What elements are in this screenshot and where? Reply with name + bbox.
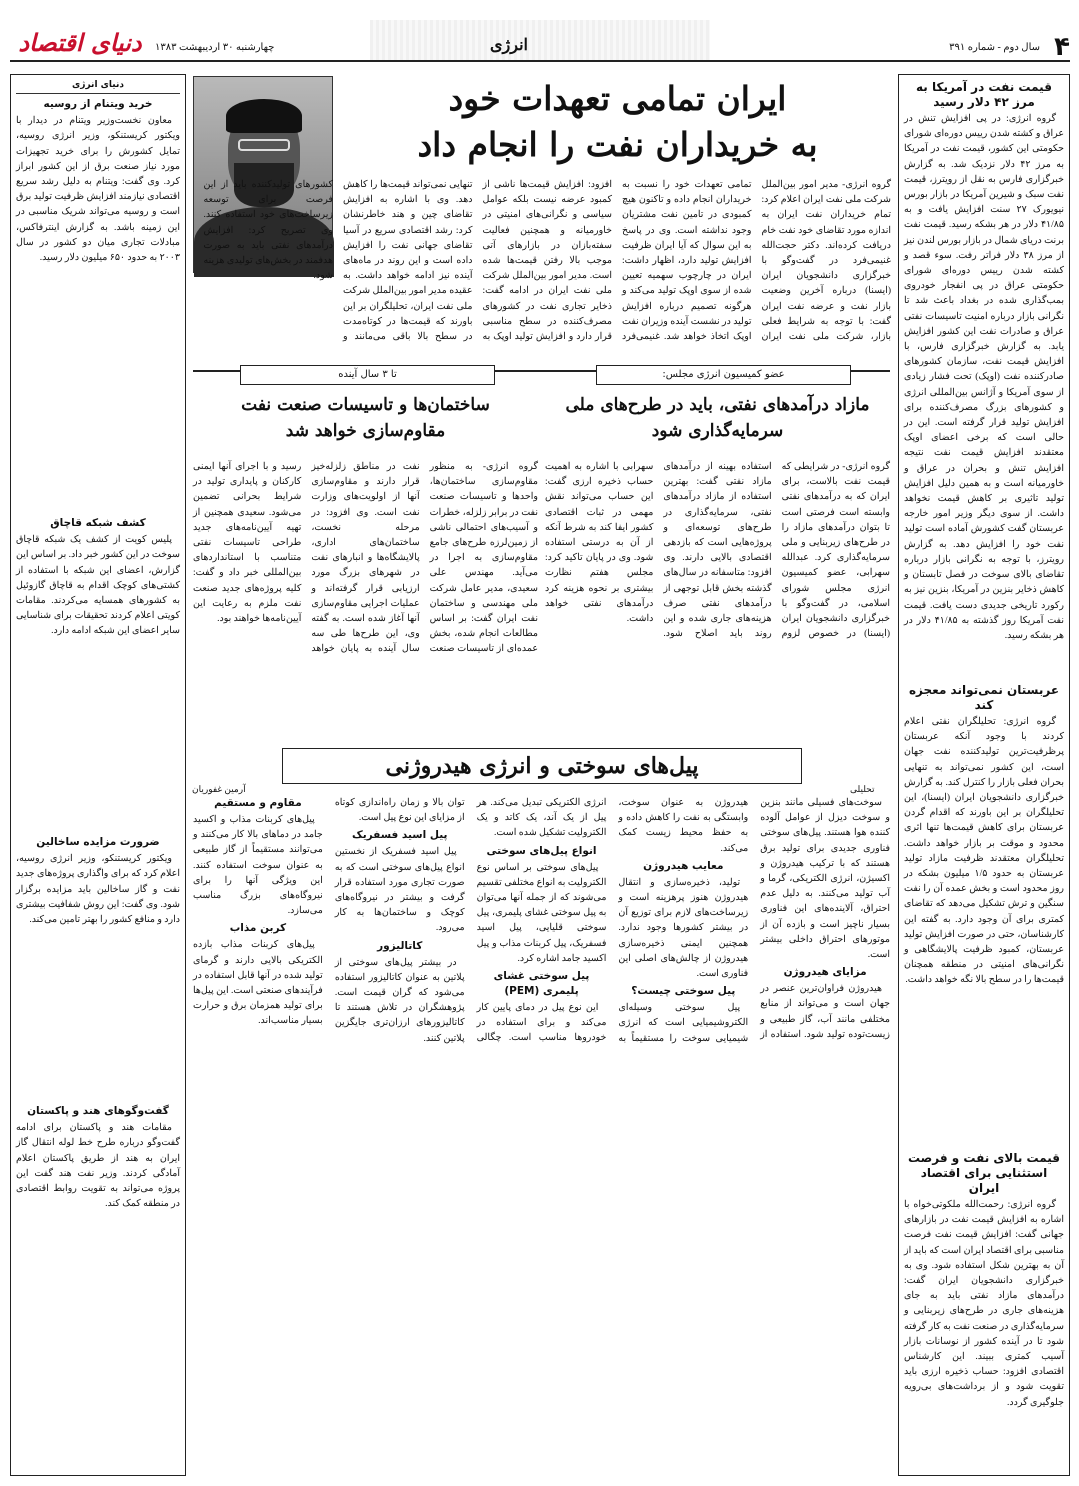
section-label-energy-world: دنیای انرژی (16, 78, 180, 94)
paragraph: این نوع پیل در دمای پایین کار می‌کند و برای استفاده در خودروها مناسب است. چگالی توان بالا و زمان راه‌اندازی کوتاه از مزایای این نوع پیل است. (334, 798, 607, 1044)
bottom-kicker: تحلیلی (850, 784, 875, 794)
story-headline-line1: مازاد درآمدهای نفتی، باید در طرح‌های ملی (565, 395, 870, 415)
paragraph: پیل‌های سوختی بر اساس نوع الکترولیت به انواع مختلفی تقسیم می‌شوند که از جمله آنها می‌توان به پیل سوختی غشای پلیمری، پیل سوختی قلیایی، پیل اسید فسفریک، پیل کربنات مذاب و پیل اکسید جامد اشاره کرد. (476, 862, 607, 964)
main-headline-line2: به خریداران نفت را انجام داد (417, 125, 818, 164)
paragraph: پیل‌های کربنات مذاب بازده الکتریکی بالایی دارند و گرمای تولید شده در آنها قابل استفاده در فرآیندهای صنعتی است. این پیل‌ها برای تولید همزمان برق و حرارت بسیار مناسب‌اند. (193, 940, 323, 1027)
story-body-retrofit: گروه انرژی- به منظور مقاوم‌سازی ساختمان‌ها، واحدها و تاسیسات صنعت نفت در برابر زلزله، خطرات و آسیب‌های احتمالی ناشی از زمین‌لرزه طرح‌های جامع مقاوم‌سازی به اجرا در می‌آید. مهندس علی سعیدی، مدیر عامل شرکت ملی مهندسی و ساختمان نفت ایران گفت: بر اساس مطالعات انجام شده، بخش عمده‌ای از تاسیسات صنعت نفت در مناطق زلزله‌خیز قرار دارند و مقاوم‌سازی آنها از اولویت‌های وزارت نفت است. وی افزود: در مرحله نخست، ساختمان‌های اداری، پالایشگاه‌ها و انبارهای نفت در شهرهای بزرگ مورد ارزیابی قرار گرفته‌اند و عملیات اجرایی مقاوم‌سازی آنها آغاز شده است. به گفته وی، این طرح‌ها طی سه سال آینده به پایان خواهد رسید و با اجرای آنها ایمنی کارکنان و پایداری تولید در شرایط بحرانی تضمین می‌شود. سعیدی همچنین از تهیه آیین‌نامه‌های جدید طراحی تاسیسات نفتی متناسب با استانداردهای بین‌المللی خبر داد و گفت: کلیه پروژه‌های جدید صنعت نفت ملزم به رعایت این آیین‌نامه‌ها خواهند بود. (193, 462, 538, 655)
headline-saudi-miracle[interactable]: عربستان نمی‌تواند معجزه کند (908, 683, 1060, 712)
article-body: مقامات هند و پاکستان برای ادامه گفت‌وگو درباره طرح خط لوله انتقال گاز ایران به هند از طریق پاکستان اعلام آمادگی کردند. وزیر نفت هند گفت این پروژه می‌تواند به تقویت روابط اقتصادی در منطقه کمک کند. (16, 1123, 180, 1210)
article-body: معاون نخست‌وزیر ویتنام در دیدار با ویکتور کریستنکو، وزیر انرژی روسیه، تمایل کشورش را برای خرید تجهیزات مورد نیاز صنعت برق از این کشور ابراز کرد. وی گفت: ویتنام به دلیل رشد سریع اقتصادی نیازمند افزایش ظرفیت تولید برق است و روسیه می‌تواند شریک مناسبی در این زمینه باشد. به گزارش اینترفاکس، مبادلات تجاری میان دو کشور در سال ۲۰۰۳ به حدود ۶۵۰ میلیون دلار رسید. (16, 116, 180, 264)
right-column-content (904, 78, 1064, 1472)
article-body: گروه انرژی: رحمت‌الله ملکوتی‌خواه با اشاره به افزایش قیمت نفت در بازارهای جهانی گفت: افزایش قیمت نفت فرصت مناسبی برای اقتصاد ایران است که باید از آن به بهترین شکل استفاده شود. وی به خبرگزاری دانشجویان ایران گفت: درآمدهای مازاد نفتی باید به جای هزینه‌های جاری در طرح‌های زیربنایی و سرمایه‌گذاری در صنعت نفت به کار گرفته شود تا در آینده کشور از نوسانات بازار آسیب کمتری ببیند. این کارشناس اقتصادی افزود: حساب ذخیره ارزی باید تقویت شود و از برداشت‌های بی‌رویه جلوگیری گردد. (904, 1200, 1064, 1408)
subheading: معایب هیدروژن (643, 859, 724, 872)
headline-india-pakistan[interactable]: گفت‌وگوهای هند و پاکستان (27, 1105, 169, 1118)
page-number: ۴ (1054, 32, 1070, 62)
headline-oil-price-us[interactable]: قیمت نفت در آمریکا به مرز ۴۲ دلار رسید (916, 80, 1052, 109)
paragraph: پیل‌های کربنات مذاب و اکسید جامد در دماهای بالا کار می‌کنند و می‌توانند مستقیماً از گاز طبیعی به عنوان سوخت استفاده کنند. این ویژگی آنها را برای نیروگاه‌های بزرگ مناسب می‌سازد. (193, 815, 323, 917)
paragraph: پیل سوختی وسیله‌ای الکتروشیمیایی است که انرژی شیمیایی سوخت را مستقیماً به انرژی الکتریکی تبدیل می‌کند. هر پیل از یک آند، یک کاتد و یک الکترولیت تشکیل شده است. (476, 798, 749, 1044)
story-headline-line1: ساختمان‌ها و تاسیسات صنعت نفت (241, 395, 490, 415)
story-headline-line2: سرمایه‌گذاری شود (651, 421, 784, 441)
left-column-content (16, 78, 180, 1472)
issue-date: چهارشنبه ۳۰ اردیبهشت ۱۳۸۳ (155, 42, 275, 53)
subheading: پیل سوختی چیست؟ (631, 985, 736, 998)
subheading: کاتالیزور (377, 939, 423, 952)
paragraph: پیل اسید فسفریک از نخستین انواع پیل‌های سوختی است که به صورت تجاری مورد استفاده قرار گرفت و بیشتر در نیروگاه‌های کوچک و ساختمان‌ها به کار می‌رود. (334, 847, 465, 934)
headline-sakhalin[interactable]: ضرورت مزایده ساخالین (36, 836, 160, 849)
subheading: کربن مذاب (229, 922, 287, 935)
subheading: مقاوم و مستقیم (214, 797, 302, 809)
bottom-headline[interactable]: پیل‌های سوختی و انرژی هیدروژنی (385, 753, 699, 779)
article-body: گروه انرژی: تحلیلگران نفتی اعلام کردند با وجود آنکه عربستان پرظرفیت‌ترین تولیدکننده نفت جهان است، این کشور نمی‌تواند به تنهایی بحران فعلی بازار را کنترل کند. به گزارش خبرگزاری دانشجویان ایران (ایسنا)، این تحلیلگران بر این باورند که اقدام گردن عربستان برای کاهش قیمت‌ها تنها اثری محدود و موقت بر بازار خواهد داشت. تحلیلگران معتقدند ظرفیت مازاد تولید عربستان به حدود ۱/۵ میلیون بشکه در روز محدود است و بخش عمده آن را نفت سنگین و ترش تشکیل می‌دهد که تقاضای کمتری برای آن وجود دارد. به گفته این کارشناسان، حتی در صورت افزایش تولید عربستان، کمبود ظرفیت پالایشگاهی و نگرانی‌های امنیتی در منطقه همچنان قیمت‌ها را در سطح بالا نگه خواهد داشت. (904, 717, 1064, 986)
article-body: گروه انرژی: در پی افزایش تنش در عراق و کشته شدن رییس دوره‌ای شورای حکومتی این کشور، قیمت نفت در آمریکا به مرز ۴۲ دلار نزدیک شد. به گزارش خبرگزاری فارس به نقل از رویترز، قیمت نفت سبک و شیرین آمریکا در بازار بورس نیویورک ۲۷ سنت افزایش یافت و به ۴۱/۸۵ دلار در هر بشکه رسید. قیمت نفت برنت دریای شمال در بازار بورس لندن نیز از مرز ۳۸ دلار فراتر رفت. سوء قصد و کشته شدن رییس دوره‌ای شورای حکومتی عراق در پی انفجار خودروی بمب‌گذاری شده در بغداد باعث شد تا نگرانی بازار درباره امنیت تاسیسات نفتی عراق و صادرات نفت این کشور افزایش یابد. به گزارش خبرگزاری فارس، با افزایش قیمت نفت، سازمان کشورهای صادرکننده نفت (اوپک) تحت فشار زیادی از سوی آمریکا و آژانس بین‌المللی انرژی و کشورهای بزرگ مصرف‌کننده برای افزایش تولید قرار گرفته است. این در حالی است که برخی اعضای اوپک معتقدند افزایش قیمت نفت نتیجه افزایش تنش و بحران در عراق و خاورمیانه است و به همین دلیل افزایش تولید تاثیری بر کاهش قیمت نخواهد داشت. از سوی دیگر وزیر امور خارجه عربستان گفت کشورش آماده است تولید نفت خود را افزایش دهد. به گزارش رویترز، با توجه به نگرانی بازار درباره تقاضای بالای سوخت در فصل تابستان و کاهش ذخایر بنزین در آمریکا، بنزین نیز به رکورد تاریخی جدیدی دست یافت. قیمت نفت آمریکا روز گذشته به ۴۱/۸۵ دلار در هر بشکه رسید. (904, 114, 1065, 641)
subheading: انواع پیل‌های سوختی (486, 844, 597, 857)
subheading: پیل سوختی غشای پلیمری (PEM) (493, 970, 590, 998)
story-body-surplus: گروه انرژی- در شرایطی که قیمت نفت بالاست، برای ایران که به درآمدهای نفتی وابسته است فرصتی است تا بتوان درآمدهای مازاد را در طرح‌های زیربنایی و ملی سرمایه‌گذاری کرد. عبدالله سهرابی، عضو کمیسیون انرژی مجلس شورای اسلامی، در گفت‌وگو با خبرگزاری دانشجویان ایران (ایسنا) در خصوص لزوم استفاده بهینه از درآمدهای مازاد نفتی گفت: بهترین استفاده از مازاد درآمدهای نفتی، سرمایه‌گذاری در طرح‌های توسعه‌ای و پروژه‌هایی است که بازدهی اقتصادی بالایی دارند. وی افزود: متاسفانه در سال‌های گذشته بخش قابل توجهی از درآمدهای نفتی صرف هزینه‌های جاری شده و این روند باید اصلاح شود. سهرابی با اشاره به اهمیت حساب ذخیره ارزی گفت: این حساب می‌تواند نقش مهمی در ثبات اقتصادی کشور ایفا کند به شرط آنکه از آن به درستی استفاده شود. وی در پایان تاکید کرد: مجلس هفتم نظارت بیشتری بر نحوه هزینه کرد درآمدهای نفتی خواهد داشت. (545, 462, 890, 640)
section-title: انرژی (490, 35, 528, 54)
story-kicker-label: عضو کمیسیون انرژی مجلس: (596, 365, 851, 385)
main-article-body: گروه انرژی- مدیر امور بین‌الملل شرکت ملی نفت ایران اعلام کرد: تمام خریداران نفت ایران به اندازه مورد تقاضای خود نفت خام دریافت کرده‌اند. دکتر حجت‌الله غنیمی‌فرد در گفت‌وگو با خبرگزاری دانشجویان ایران (ایسنا) درباره آخرین وضعیت بازار نفت و عرضه نفت ایران گفت: با توجه به شرایط فعلی بازار، شرکت ملی نفت ایران تمامی تعهدات خود را نسبت به خریداران انجام داده و تاکنون هیچ کمبودی در تامین نفت مشتریان وجود نداشته است. وی در پاسخ به این سوال که آیا ایران ظرفیت افزایش تولید دارد، اظهار داشت: ایران در چارچوب سهمیه تعیین شده از سوی اوپک تولید می‌کند و هرگونه تصمیم درباره افزایش تولید در نشست آینده وزیران نفت اوپک اتخاذ خواهد شد. غنیمی‌فرد افزود: افزایش قیمت‌ها ناشی از کمبود عرضه نیست بلکه عوامل سیاسی و نگرانی‌های امنیتی در خاورمیانه و همچنین فعالیت سفته‌بازان در بازارهای آتی موجب بالا رفتن قیمت‌ها شده است. مدیر امور بین‌الملل شرکت ملی نفت ایران در ادامه گفت: ذخایر تجاری نفت در کشورهای مصرف‌کننده در سطح مناسبی قرار دارد و افزایش تولید اوپک به تنهایی نمی‌تواند قیمت‌ها را کاهش دهد. وی با اشاره به افزایش تقاضای چین و هند خاطرنشان کرد: رشد اقتصادی سریع در آسیا تقاضای جهانی نفت را افزایش داده است و این روند در ماه‌های آینده نیز ادامه خواهد داشت. به عقیده مدیر امور بین‌الملل شرکت ملی نفت ایران، تحلیلگران بر این باورند که قیمت‌ها در کوتاه‌مدت در سطح بالا باقی می‌مانند و (343, 180, 891, 343)
paragraph: هیدروژن فراوان‌ترین عنصر در جهان است و می‌تواند از منابع مختلفی مانند آب، گاز طبیعی و زیست‌توده تولید شود. استفاده از هیدروژن به عنوان سوخت، وابستگی به نفت را کاهش داده و به حفظ محیط زیست کمک می‌کند. (618, 798, 890, 1040)
story-headline-retrofit[interactable] (193, 392, 538, 452)
story-kicker-label: تا ۳ سال آینده (240, 365, 495, 385)
newspaper-logo[interactable]: دنیای اقتصاد (18, 28, 142, 57)
subheading: مزایای هیدروژن (783, 966, 867, 979)
story-headline-line2: مقاوم‌سازی خواهد شد (285, 421, 446, 441)
paragraph: در بیشتر پیل‌های سوختی از پلاتین به عنوان کاتالیزور استفاده می‌شود که گران قیمت است. پژوهشگران در تلاش هستند تا کاتالیزورهای ارزان‌تری جایگزین پلاتین کنند. (334, 957, 465, 1044)
story-headline-surplus[interactable] (545, 392, 890, 452)
article-body: ویکتور کریستنکو، وزیر انرژی روسیه، اعلام کرد که برای واگذاری پروژه‌های جدید نفت و گاز ساخالین باید مزایده برگزار شود. وی گفت: این روش شفافیت بیشتری دارد و منافع کشور را بهتر تامین می‌کند. (16, 854, 180, 926)
headline-oil-opportunity[interactable]: قیمت بالای نفت و فرصت استثنایی برای اقتصاد ایران (907, 1151, 1061, 1195)
headline-vietnam[interactable]: خرید ویتنام از روسیه (43, 98, 153, 111)
main-headline[interactable] (345, 76, 890, 172)
paragraph: تولید، ذخیره‌سازی و انتقال هیدروژن هنوز پرهزینه است و زیرساخت‌های لازم برای توزیع آن در بیشتر کشورها وجود ندارد. همچنین ایمنی ذخیره‌سازی هیدروژن از چالش‌های اصلی این فناوری است. (618, 877, 749, 980)
issue-number: سال دوم - شماره ۳۹۱ (949, 42, 1040, 53)
bottom-author: آرمین غفوریان (192, 784, 246, 794)
bottom-article-body (193, 796, 890, 1476)
page-header (10, 20, 1070, 62)
article-body: پلیس کویت از کشف یک شبکه قاچاق سوخت در این کشور خبر داد. بر اساس این گزارش، اعضای این شبکه با استفاده از کشتی‌های کوچک اقدام به قاچاق گازوئیل به کشورهای همسایه می‌کردند. مقامات کویتی اعلام کردند تحقیقات برای شناسایی سایر اعضای این شبکه ادامه دارد. (16, 535, 180, 637)
subheading: پیل اسید فسفریک (351, 829, 448, 842)
main-headline-line1: ایران تمامی تعهدات خود (448, 79, 787, 118)
world-map-band (370, 20, 710, 60)
paragraph: سوخت‌های فسیلی مانند بنزین و سوخت دیزل از عوامل آلوده کننده هوا هستند. پیل‌های سوختی فناوری جدیدی برای تولید برق هستند که با ترکیب هیدروژن و اکسیژن، انرژی الکتریکی، گرما و آب تولید می‌کنند. به دلیل عدم احتراق، آلاینده‌های این فناوری بسیار ناچیز است و بازده آن از موتورهای احتراق داخلی بیشتر است. (760, 798, 890, 961)
headline-smuggling[interactable]: کشف شبکه قاچاق (50, 517, 146, 530)
